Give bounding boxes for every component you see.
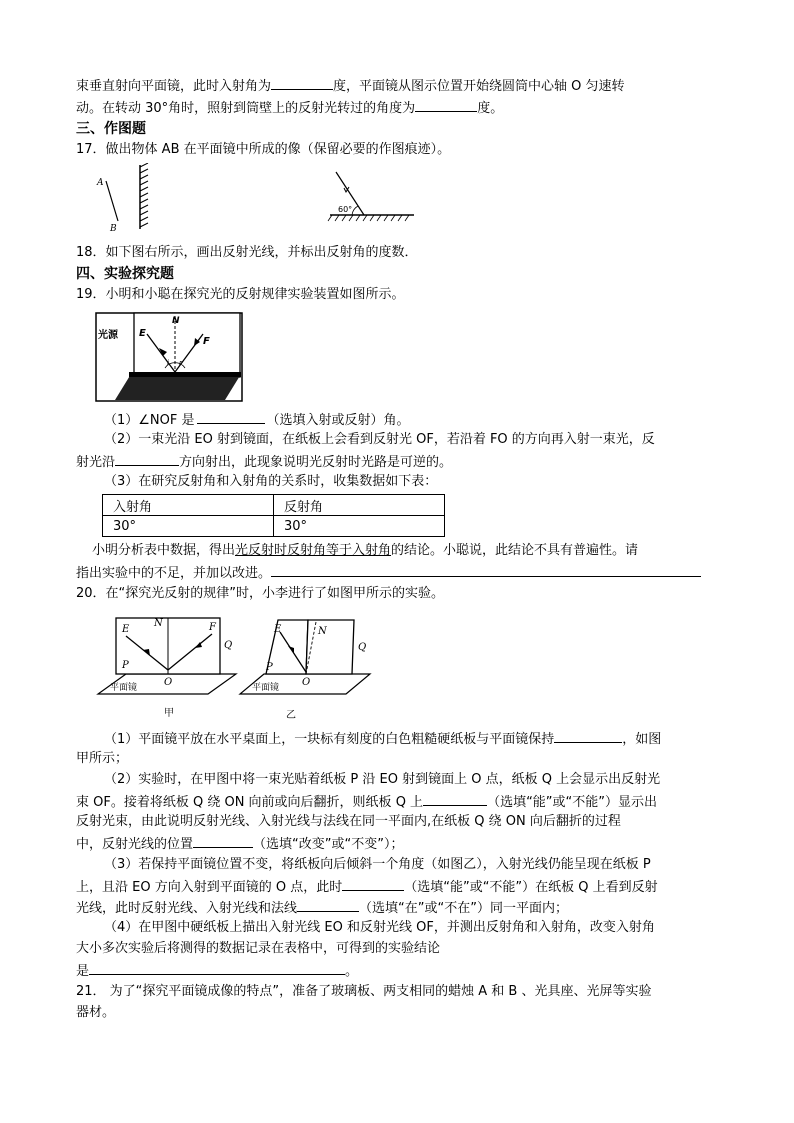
data-table bbox=[102, 494, 445, 537]
answer-blank[interactable] bbox=[115, 452, 179, 466]
angle-label: 60° bbox=[338, 205, 353, 214]
q19-2b: 射光沿 方向射出，此现象说明光反射时光路是可逆的。 bbox=[76, 452, 452, 472]
table-header: 反射角 bbox=[274, 495, 445, 516]
fig20-jia bbox=[96, 608, 246, 720]
q18-text: 18．如下图右所示，画出反射光线，并标出反射角的度数． bbox=[76, 245, 418, 260]
svg-text:r: r bbox=[179, 359, 182, 367]
svg-text:O: O bbox=[164, 677, 173, 688]
fig-label-yi: 乙 bbox=[286, 710, 296, 721]
table-cell: 30° bbox=[103, 516, 274, 537]
answer-blank[interactable] bbox=[271, 563, 701, 577]
q21-text: 21． 为了“探究平面镜成像的特点”，准备了玻璃板、两支相同的蜡烛 A 和 B 、光具座、光屏等实验 bbox=[76, 984, 652, 999]
svg-text:N: N bbox=[172, 316, 180, 326]
light-source-label: 光源 bbox=[98, 330, 118, 341]
q21-text-cont: 器材。 bbox=[76, 1005, 116, 1020]
q20-4c: 是 。 bbox=[76, 961, 358, 981]
answer-blank[interactable] bbox=[423, 792, 487, 806]
svg-text:N: N bbox=[318, 626, 327, 637]
q20-text: 20．在“探究光反射的规律”时，小李进行了如图甲所示的实验。 bbox=[76, 586, 445, 601]
label-B: B bbox=[110, 224, 117, 233]
svg-text:P: P bbox=[266, 662, 273, 673]
answer-blank[interactable] bbox=[193, 834, 253, 848]
svg-text:P: P bbox=[122, 660, 129, 671]
answer-blank[interactable] bbox=[197, 410, 265, 424]
table-row bbox=[103, 516, 445, 537]
q20-3d: 光线，此时反射光线、入射光线和法线 （选填“在”或“不在”）同一平面内； bbox=[76, 898, 568, 918]
answer-blank[interactable] bbox=[297, 898, 359, 912]
svg-text:E: E bbox=[274, 624, 282, 635]
answer-blank[interactable] bbox=[554, 729, 622, 743]
svg-text:平面镜: 平面镜 bbox=[110, 683, 138, 693]
q19-3: （3）在研究反射角和入射角的关系时，收集数据如下表： bbox=[104, 474, 438, 489]
table-header-row bbox=[103, 495, 445, 516]
fig18-reflection-diagram bbox=[322, 168, 417, 224]
answer-blank[interactable] bbox=[342, 877, 404, 891]
q20-3a: （3）若保持平面镜位置不变，将纸板向后倾斜一个角度（如图乙），入射光线仍能呈现在纸板 P bbox=[104, 857, 651, 872]
fig20-yi bbox=[236, 608, 376, 722]
svg-text:Q: Q bbox=[224, 640, 233, 651]
fig19-apparatus bbox=[95, 312, 245, 404]
q20-2d: 反射光束，由此说明反射光线、入射光线与法线在同一平面内,在纸板 Q 绕 ON 向后翻折的过程 bbox=[76, 814, 621, 829]
svg-text:平面镜: 平面镜 bbox=[252, 683, 280, 693]
svg-text:O: O bbox=[302, 677, 311, 688]
q19-5: 指出实验中的不足，并加以改进。 bbox=[76, 563, 701, 583]
q20-3b: 上，且沿 EO 方向入射到平面镜的 O 点，此时 （选填“能”或“不能”）在纸板 Q 上看到反射 bbox=[76, 877, 658, 897]
answer-blank[interactable] bbox=[271, 76, 333, 90]
svg-text:N: N bbox=[154, 618, 163, 629]
label-A: A bbox=[97, 178, 104, 188]
q20-1a: （1）平面镜平放在水平桌面上，一块标有刻度的白色粗糙硬纸板与平面镜保持 ，如图 bbox=[104, 729, 661, 749]
q19-2a: （2）一束光沿 EO 射到镜面，在纸板上会看到反射光 OF，若沿着 FO 的方向再入射一束光，反 bbox=[104, 432, 655, 447]
q20-2b: 束 OF。接着将纸板 Q 绕 ON 向前或向后翻折，则纸板 Q 上 （选填“能”或“不能”）显示出 bbox=[76, 792, 657, 812]
svg-text:F: F bbox=[203, 336, 210, 347]
svg-text:Q: Q bbox=[358, 642, 367, 653]
q19-4: 小明分析表中数据，得出光反射时反射角等于入射角的结论。小聪说，此结论不具有普遍性。请 bbox=[92, 543, 639, 558]
svg-text:E: E bbox=[122, 624, 130, 635]
table-header: 入射角 bbox=[103, 495, 274, 516]
q20-2e: 中，反射光线的位置 （选填“改变”或“不变”）； bbox=[76, 834, 403, 854]
q19-text: 19．小明和小聪在探究光的反射规律实验装置如图所示。 bbox=[76, 287, 405, 302]
q19-1: （1）∠NOF 是 （选填入射或反射）角。 bbox=[104, 410, 410, 430]
fig-label-jia: 甲 bbox=[164, 708, 174, 719]
q20-2a: （2）实验时，在甲图中将一束光贴着纸板 P 沿 EO 射到镜面上 O 点，纸板 Q 上会显示出反射光 bbox=[104, 772, 661, 787]
q16-line1: 束垂直射向平面镜，此时入射角为 度，平面镜从图示位置开始绕圆筒中心轴 O 匀速转 bbox=[76, 76, 625, 96]
svg-text:F: F bbox=[209, 622, 216, 633]
answer-blank[interactable] bbox=[415, 98, 477, 112]
q16-line2: 动。在转动 30°角时，照射到筒壁上的反射光转过的角度为 度。 bbox=[76, 98, 503, 118]
section-heading: 三、作图题 bbox=[76, 121, 146, 137]
answer-blank[interactable] bbox=[89, 961, 345, 975]
q17-text: 17．做出物体 AB 在平面镜中所成的像（保留必要的作图痕迹）。 bbox=[76, 142, 451, 157]
q20-1c: 甲所示； bbox=[76, 751, 129, 766]
svg-text:i: i bbox=[167, 359, 169, 367]
table-cell: 30° bbox=[274, 516, 445, 537]
fig17-mirror-diagram bbox=[92, 163, 172, 233]
svg-text:E: E bbox=[139, 328, 146, 339]
q20-4b: 大小多次实验后将测得的数据记录在表格中，可得到的实验结论 bbox=[76, 941, 441, 956]
q20-4a: （4）在甲图中硬纸板上描出入射光线 EO 和反射光线 OF，并测出反射角和入射角，改变入射角 bbox=[104, 920, 655, 935]
section-heading: 四、实验探究题 bbox=[76, 266, 174, 282]
